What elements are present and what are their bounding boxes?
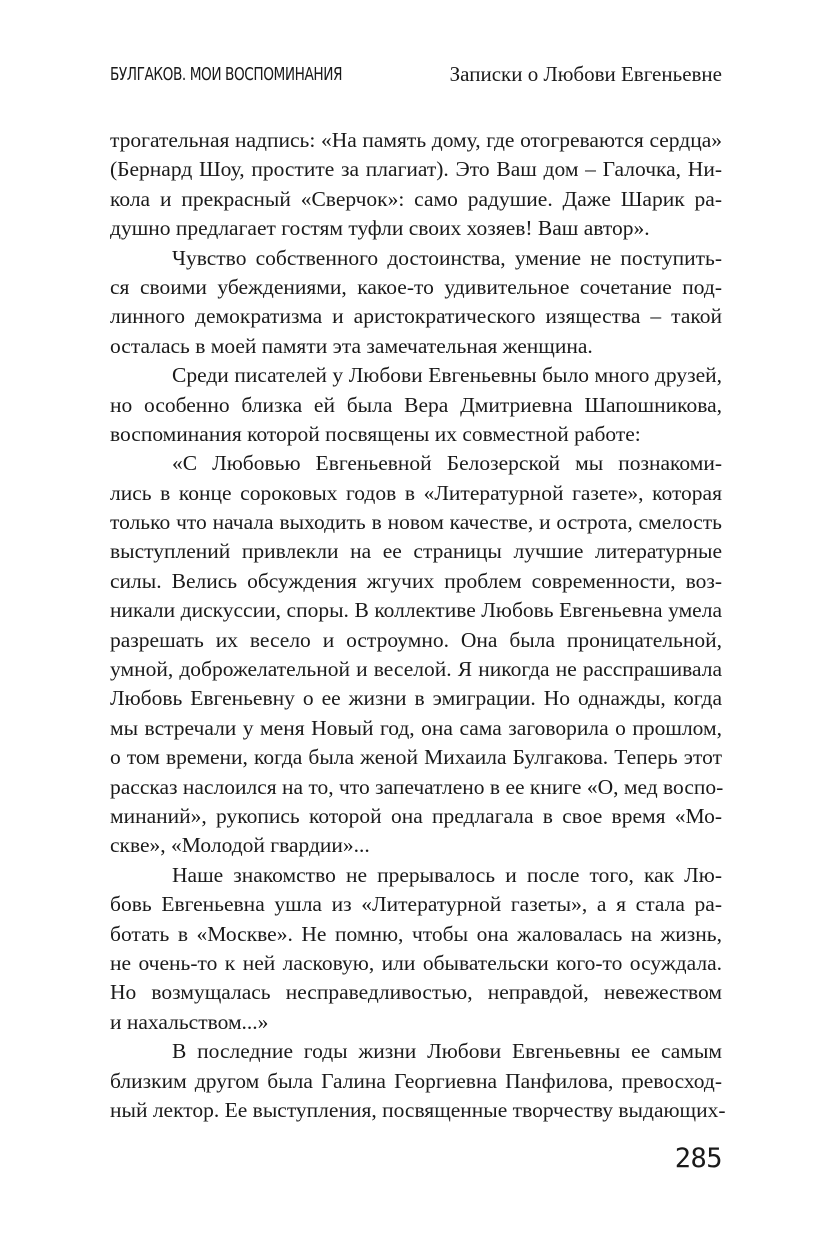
text-line: Но возмущалась несправедливостью, неправдой, невежеством (110, 980, 722, 1005)
text-line: но особенно близка ей была Вера Дмитриевна Шапошникова, (110, 392, 722, 417)
text-line: близким другом была Галина Георгиевна Панфилова, превосход- (110, 1068, 722, 1093)
text-line: только что начала выходить в новом качестве, и острота, смелость (110, 510, 722, 535)
text-line: не очень-то к ней ласковую, или обывательски кого-то осуждала. (110, 950, 722, 975)
text-line: скве», «Молодой гвардии»... (110, 833, 370, 858)
text-line: умной, доброжелательной и веселой. Я никогда не расспрашивала (110, 657, 722, 682)
text-line: никали дискуссии, споры. В коллективе Любовь Евгеньевна умела (110, 598, 722, 623)
text-line: лись в конце сороковых годов в «Литературной газете», которая (110, 480, 722, 505)
text-line: душно предлагает гостям туфли своих хозяев! Ваш автор». (110, 216, 650, 241)
text-line: Наше знакомство не прерывалось и после того, как Лю- (172, 862, 722, 887)
text-line: мы встречали у меня Новый год, она сама заговорила о прошлом, (110, 715, 722, 740)
text-line: «С Любовью Евгеньевной Белозерской мы познакоми- (172, 451, 722, 476)
text-line: рассказ наслоился на то, что запечатлено в ее книге «О, мед воспо- (110, 774, 724, 799)
text-line: осталась в моей памяти эта замечательная женщина. (110, 333, 593, 358)
text-line: воспоминания которой посвящены их совместной работе: (110, 421, 641, 446)
text-line: о том времени, когда была женой Михаила Булгакова. Теперь этот (110, 745, 722, 770)
text-line: кола и прекрасный «Сверчок»: само радушие. Даже Шарик ра- (110, 186, 722, 211)
text-line: (Бернард Шоу, простите за плагиат). Это Ваш дом – Галочка, Ни- (110, 157, 722, 182)
text-line: и нахальством...» (110, 1009, 269, 1034)
body-text (110, 126, 726, 1125)
text-line: ботать в «Москве». Не помню, чтобы она жаловалась на жизнь, (110, 921, 722, 946)
text-line: Любовь Евгеньевну о ее жизни в эмиграции. Но однажды, когда (110, 686, 722, 711)
page-number: 285 (674, 1143, 722, 1174)
text-line: силы. Велись обсуждения жгучих проблем современности, воз- (110, 568, 722, 593)
running-head (110, 62, 722, 94)
text-line: Чувство собственного достоинства, умение не поступить- (172, 245, 722, 270)
book-title: БУЛГАКОВ. МОИ ВОСПОМИНАНИЯ (110, 64, 343, 85)
section-title: Записки о Любови Евгеньевне (449, 62, 722, 86)
text-line: минаний», рукопись которой она предлагала в свое время «Мо- (110, 803, 722, 828)
text-line: разрешать их весело и остроумно. Она была проницательной, (110, 627, 722, 652)
text-line: бовь Евгеньевна ушла из «Литературной газеты», а я стала ра- (110, 892, 722, 917)
text-line: В последние годы жизни Любови Евгеньевны ее самым (172, 1039, 722, 1064)
text-line: ся своими убеждениями, какое-то удивительное сочетание под- (110, 274, 722, 299)
text-line: выступлений привлекли на ее страницы лучшие литературные (110, 539, 722, 564)
text-line: ный лектор. Ее выступления, посвященные творчеству выдающих- (110, 1097, 726, 1122)
text-line: линного демократизма и аристократического изящества – такой (110, 304, 722, 329)
text-line: трогательная надпись: «На память дому, где отогреваются сердца» (110, 128, 722, 152)
text-line: Среди писателей у Любови Евгеньевны было много друзей, (172, 363, 722, 388)
